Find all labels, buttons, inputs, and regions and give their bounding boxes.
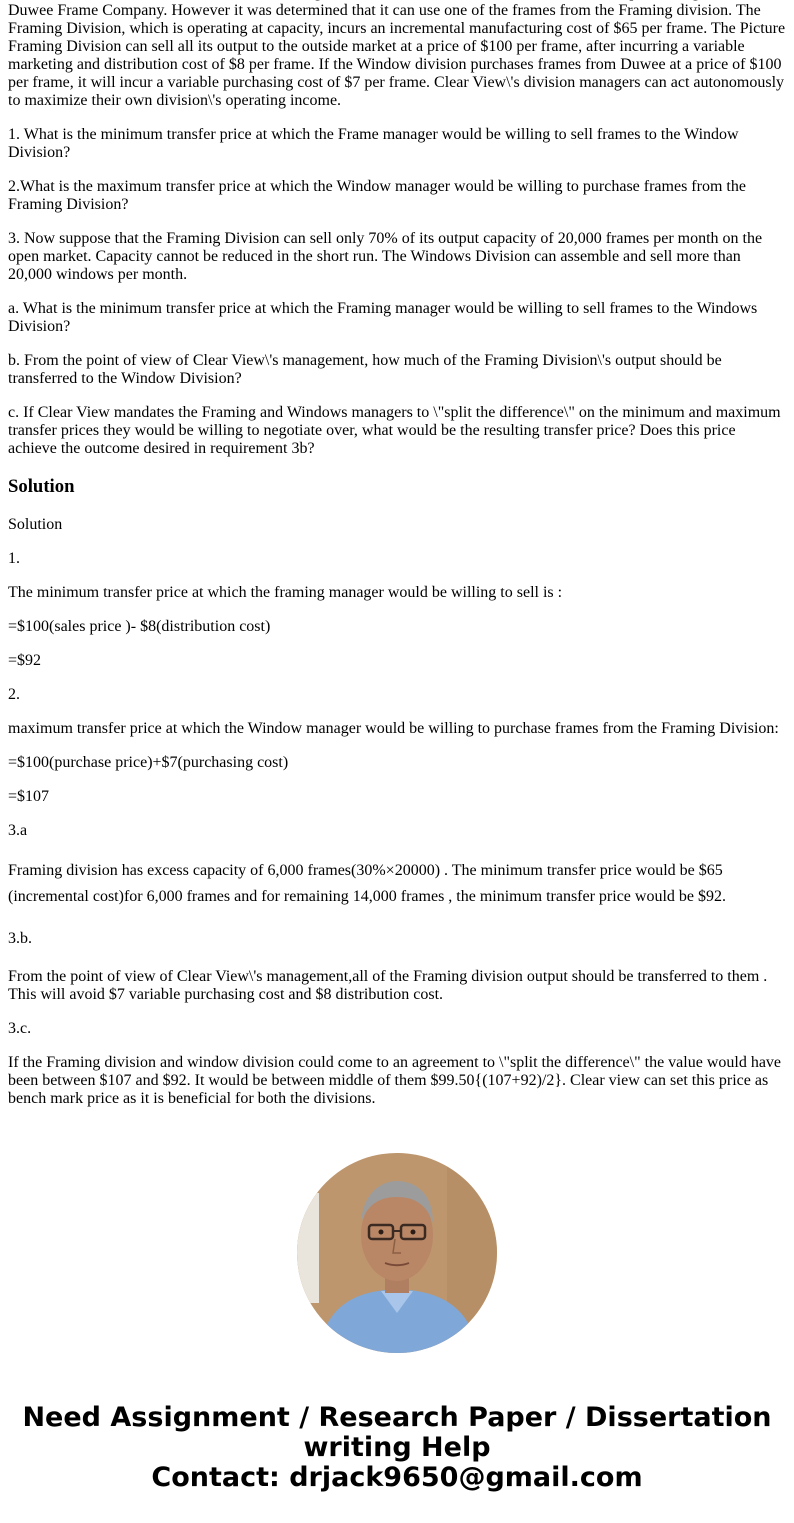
solution-1-number: 1. bbox=[8, 550, 20, 567]
solution-2-number: 2. bbox=[8, 686, 20, 703]
solution-3c-text: If the Framing division and window division could come to an agreement to \"split the difference\" the value would have been between $107 and $92. It would be between middle of them $99.50{(107+92)/2}. Clear view can set this price as bench mark price as it is beneficial for both the divisions. bbox=[8, 1054, 782, 1107]
solution-3b-number: 3.b. bbox=[8, 930, 32, 947]
solution-2-result: =$107 bbox=[8, 788, 50, 805]
promo-line-1: Need Assignment / Research Paper / Dissertation bbox=[22, 1402, 772, 1433]
solution-2-text: maximum transfer price at which the Window manager would be willing to purchase frames from the Framing Division: bbox=[8, 720, 779, 737]
solution-3b-text: From the point of view of Clear View\'s management,all of the Framing division output should be transferred to them . This will avoid $7 variable purchasing cost and $8 distribution cost. bbox=[8, 968, 768, 1003]
solution-3a-text: Framing division has excess capacity of 6,000 frames(30%×20000) . The minimum transfer price would be $65 (incremental cost)for 6,000 frames and for remaining 14,000 frames , the minimum transfer price would be $92. bbox=[8, 862, 726, 905]
question-1: 1. What is the minimum transfer price at which the Frame manager would be willing to sell frames to the Window Division? bbox=[8, 126, 739, 161]
solution-3a-number: 3.a bbox=[8, 822, 28, 839]
article-content bbox=[8, 0, 786, 1124]
problem-intro: Duwee Frame Company. However it was determined that it can use one of the frames from the Framing division. The Framing Division, which is operating at capacity, incurs an incremental manufacturing cost of $65 per frame. The Picture Framing Division can sell all its output to the outside market at a price of $100 per frame, after incurring a variable marketing and distribution cost of $8 per frame. If the Window division purchases frames from Duwee at a price of $100 per frame, it will incur a variable purchasing cost of $7 per frame. Clear View\'s division managers can act autonomously to maximize their own division\'s operating income. bbox=[8, 2, 786, 109]
question-2: 2.What is the maximum transfer price at which the Window manager would be willing to purchase frames from the Framing Division? bbox=[8, 178, 746, 213]
solution-1-text: The minimum transfer price at which the framing manager would be willing to sell is : bbox=[8, 584, 563, 601]
author-photo-illustration bbox=[297, 1153, 497, 1353]
solution-1-result: =$92 bbox=[8, 652, 42, 669]
question-3: 3. Now suppose that the Framing Division can sell only 70% of its output capacity of 20,000 frames per month on the open market. Capacity cannot be reduced in the short run. The Windows Division can assemble and sell more than 20,000 windows per month. bbox=[8, 230, 763, 283]
solution-1-calc: =$100(sales price )- $8(distribution cost) bbox=[8, 618, 271, 635]
question-3c: c. If Clear View mandates the Framing and Windows managers to \"split the difference\" on the minimum and maximum transfer prices they would be willing to negotiate over, what would be the resulting transfer price? Does this price achieve the outcome desired in requirement 3b? bbox=[8, 404, 781, 457]
solution-label: Solution bbox=[8, 516, 63, 533]
solution-2-calc: =$100(purchase price)+$7(purchasing cost) bbox=[8, 754, 289, 771]
promo-banner bbox=[0, 1403, 794, 1493]
solution-3c-number: 3.c. bbox=[8, 1020, 32, 1037]
author-photo bbox=[297, 1153, 497, 1353]
solution-heading: Solution bbox=[8, 476, 75, 497]
promo-line-2: writing Help bbox=[303, 1432, 491, 1463]
promo-contact: Contact: drjack9650@gmail.com bbox=[151, 1462, 643, 1493]
question-3b: b. From the point of view of Clear View\'s management, how much of the Framing Division\'s output should be transferred to the Window Division? bbox=[8, 352, 722, 387]
question-3a: a. What is the minimum transfer price at which the Framing manager would be willing to sell frames to the Windows Division? bbox=[8, 300, 758, 335]
